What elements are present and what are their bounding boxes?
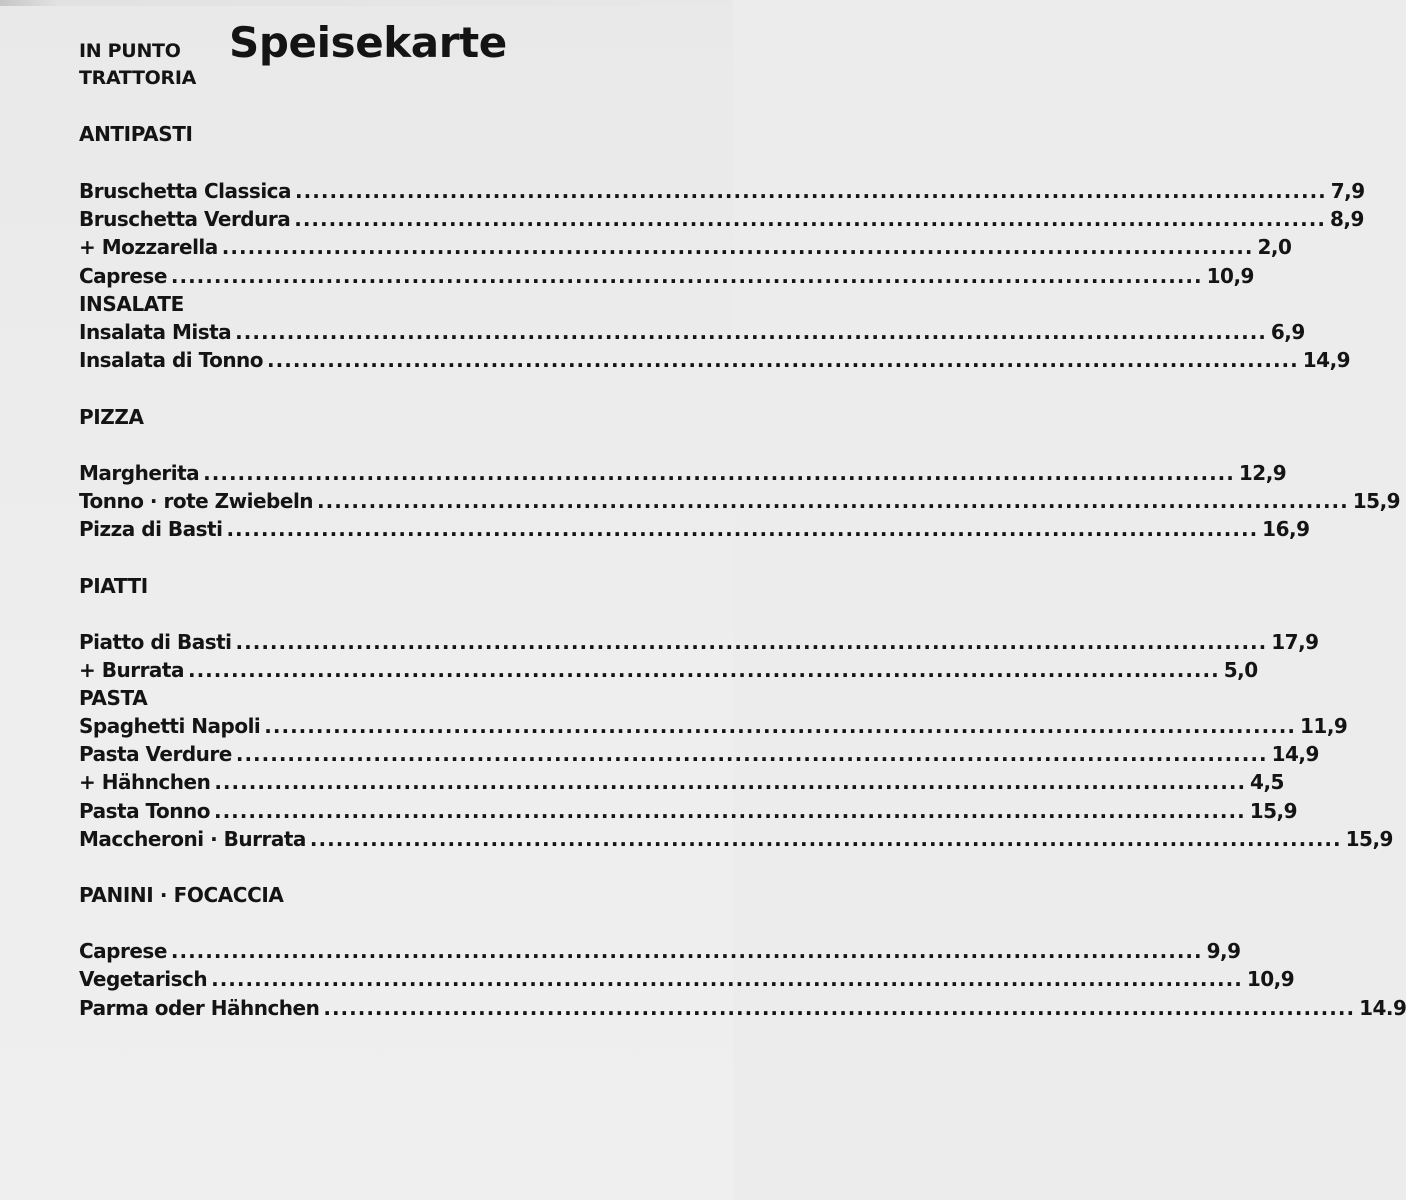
dot-leader: ........................................................................................................................ [267,348,1299,372]
dot-leader: ........................................................................................................................ [317,489,1349,513]
item-name: Tonno · rote Zwiebeln [79,489,314,513]
dot-leader: ........................................................................................................................ [187,658,1220,682]
menu-item [79,825,1393,853]
item-name: Caprese [79,264,167,288]
dot-leader: ........................................................................................................................ [323,996,1356,1020]
item-price: 6,9 [1270,320,1305,344]
item-price: 14,9 [1271,742,1319,766]
item-price: 10,9 [1246,967,1295,991]
item-price: 12,9 [1238,461,1287,485]
menu-item [79,937,1241,965]
item-name: Bruschetta Verdura [79,207,291,231]
item-name: Bruschetta Classica [79,179,292,203]
menu-item [79,965,1295,993]
item-name: Margherita [79,461,200,485]
item-price: 11,9 [1300,714,1348,738]
top-edge [0,0,733,6]
menu-item [79,487,1401,515]
item-name: + Hähnchen [79,770,211,794]
item-name: + Burrata [79,658,184,682]
item-name: Caprese [79,939,167,963]
item-name: Insalata Mista [79,320,232,344]
dot-leader: ........................................................................................................................ [170,264,1203,288]
dot-leader: ........................................................................................................................ [221,235,1254,259]
item-price: 17,9 [1271,630,1319,654]
restaurant-name: IN PUNTO TRATTORIA [79,40,197,89]
section-heading-piatti: PIATTI [79,574,148,598]
section-heading-insalate: INSALATE [79,292,184,316]
item-price: 8,9 [1329,207,1364,231]
menu-item [79,233,1292,261]
menu-item [79,768,1284,796]
item-price: 2,0 [1257,235,1292,259]
dot-leader: ........................................................................................................................ [170,939,1203,963]
item-name: Insalata di Tonno [79,348,264,372]
item-price: 15,9 [1352,489,1401,513]
item-name: Parma oder Hähnchen [79,996,320,1020]
item-name: Vegetarisch [79,967,208,991]
menu-item [79,740,1319,768]
item-price: 10,9 [1206,264,1254,288]
section-heading-pizza: PIZZA [79,405,144,429]
item-price: 14.9 [1359,996,1406,1020]
menu-item [79,262,1254,290]
dot-leader: ........................................................................................................................ [294,207,1326,231]
item-name: Pasta Tonno [79,799,210,823]
dot-leader: ........................................................................................................................ [235,630,1268,654]
menu-item [79,712,1348,740]
item-name: Piatto di Basti [79,630,232,654]
dot-leader: ........................................................................................................................ [203,461,1235,485]
item-price: 14,9 [1302,348,1351,372]
menu-item [79,205,1364,233]
item-name: + Mozzarella [79,235,218,259]
page-title: Speisekarte [229,18,507,67]
item-name: Pasta Verdure [79,742,232,766]
item-price: 15,9 [1249,799,1298,823]
item-price: 16,9 [1262,517,1310,541]
dot-leader: ........................................................................................................................ [235,742,1268,766]
item-price: 15,9 [1345,827,1393,851]
item-name: Spaghetti Napoli [79,714,261,738]
item-price: 7,9 [1330,179,1365,203]
dot-leader: ........................................................................................................................ [309,827,1342,851]
dot-leader: ........................................................................................................................ [295,179,1327,203]
menu-item [79,177,1365,205]
section-heading-panini: PANINI · FOCACCIA [79,883,284,907]
menu-item [79,797,1298,825]
item-name: Pizza di Basti [79,517,223,541]
menu-item [79,994,1406,1022]
dot-leader: ........................................................................................................................ [213,799,1246,823]
dot-leader: ........................................................................................................................ [211,967,1243,991]
section-heading-pasta: PASTA [79,686,148,710]
menu-item [79,346,1351,374]
dot-leader: ........................................................................................................................ [226,517,1259,541]
item-price: 9,9 [1206,939,1241,963]
menu-item [79,628,1319,656]
item-price: 4,5 [1250,770,1284,794]
menu-item [79,515,1310,543]
section-heading-antipasti: ANTIPASTI [79,122,193,146]
item-price: 5,0 [1223,658,1258,682]
item-name: Maccheroni · Burrata [79,827,306,851]
dot-leader: ........................................................................................................................ [264,714,1296,738]
dot-leader: ........................................................................................................................ [214,770,1247,794]
menu-item [79,459,1287,487]
menu-item [79,656,1258,684]
menu-item [79,318,1305,346]
dot-leader: ........................................................................................................................ [235,320,1267,344]
